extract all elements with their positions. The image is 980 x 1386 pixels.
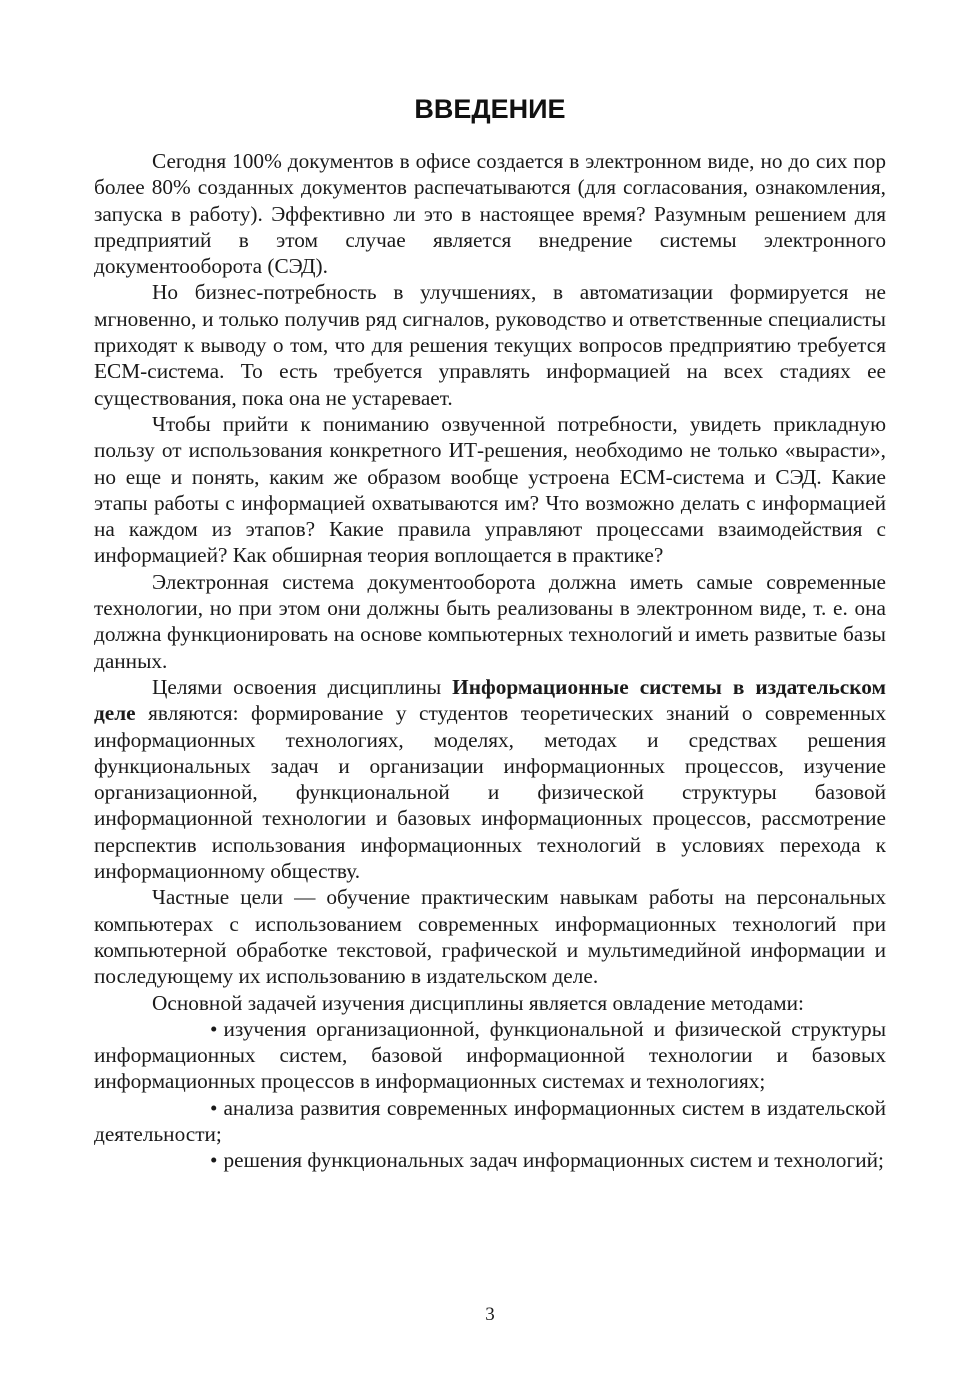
bullet-text: решения функциональных задач информационных систем и технологий; xyxy=(223,1148,884,1173)
bullet-text: анализа развития современных информационных систем в издательской деятельности; xyxy=(94,1095,886,1146)
paragraph-understanding: Чтобы прийти к пониманию озвученной потребности, увидеть прикладную пользу от использования конкретного ИТ-решения, необходимо не только «вырасти», но еще и понять, каким же образом вообще устроена ЕСМ-система и СЭД. Какие этапы работы с информацией охватываются им? Что возможно делать с информацией на каждом из этапов? Какие правила управляют процессами взаимодействия с информацией? Как обширная теория воплощается в практике? xyxy=(94,411,886,568)
paragraph-business-need: Но бизнес-потребность в улучшениях, в автоматизации формируется не мгновенно, и только получив ряд сигналов, руководство и ответственные специалисты приходят к выводу о том, что для решения текущих вопросов предприятию требуется ЕСМ-система. То есть требуется управлять информацией на всех стадиях ее существования, пока она не устаревает. xyxy=(94,280,886,410)
bullet-item-analysis xyxy=(94,1095,886,1148)
bullet-icon: • xyxy=(210,1148,218,1173)
paragraph-intro: Сегодня 100% документов в офисе создается в электронном виде, но до сих пор более 80% созданных документов распечатываются (для согласования, ознакомления, запуска в работу). Эффективно ли это в настоящее время? Разумным решением для предприятий в этом случае является внедрение системы электронного документооборота (СЭД). xyxy=(94,149,886,279)
bullet-item-structure xyxy=(94,1016,886,1095)
paragraph-course-goals xyxy=(94,674,886,884)
bullet-icon: • xyxy=(210,1095,218,1120)
bullet-item-solving xyxy=(94,1147,886,1173)
page-title: ВВЕДЕНИЕ xyxy=(414,94,566,124)
page-number: 3 xyxy=(485,1304,495,1325)
paragraph-private-goals: Частные цели — обучение практическим навыкам работы на персональных компьютерах с использованием современных информационных технологий при компьютерной обработке текстовой, графической и мультимедийной информации и последующему их использованию в издательском деле. xyxy=(94,885,886,989)
bullet-icon: • xyxy=(210,1016,218,1041)
bullet-text: изучения организационной, функциональной и физической структуры информационных систем, базовой информационной технологии и базовых информационных процессов в информационных системах и технологиях; xyxy=(94,1016,886,1094)
course-name: Информационные системы в издательском деле xyxy=(94,674,886,726)
document-body xyxy=(94,148,886,1174)
course-goals-lead: Целями освоения дисциплины xyxy=(152,674,453,699)
course-goals-rest: являются: формирование у студентов теоретических знаний о современных информационных технологиях, моделях, методах и средствах решения функциональных задач и организации информационных процессов, изучение организационной, функциональной и физической структуры базовой информационной технологии и базовых информационных процессов, рассмотрение перспектив использования информационных технологий в условиях перехода к информационному обществу. xyxy=(94,701,886,884)
paragraph-main-task: Основной задачей изучения дисциплины является овладение методами: xyxy=(152,990,804,1015)
paragraph-edms-technologies: Электронная система документооборота должна иметь самые современные технологии, но при этом они должны быть реализованы в электронном виде, т. е. она должна функционировать на основе компьютерных технологий и иметь развитые базы данных. xyxy=(94,569,886,673)
